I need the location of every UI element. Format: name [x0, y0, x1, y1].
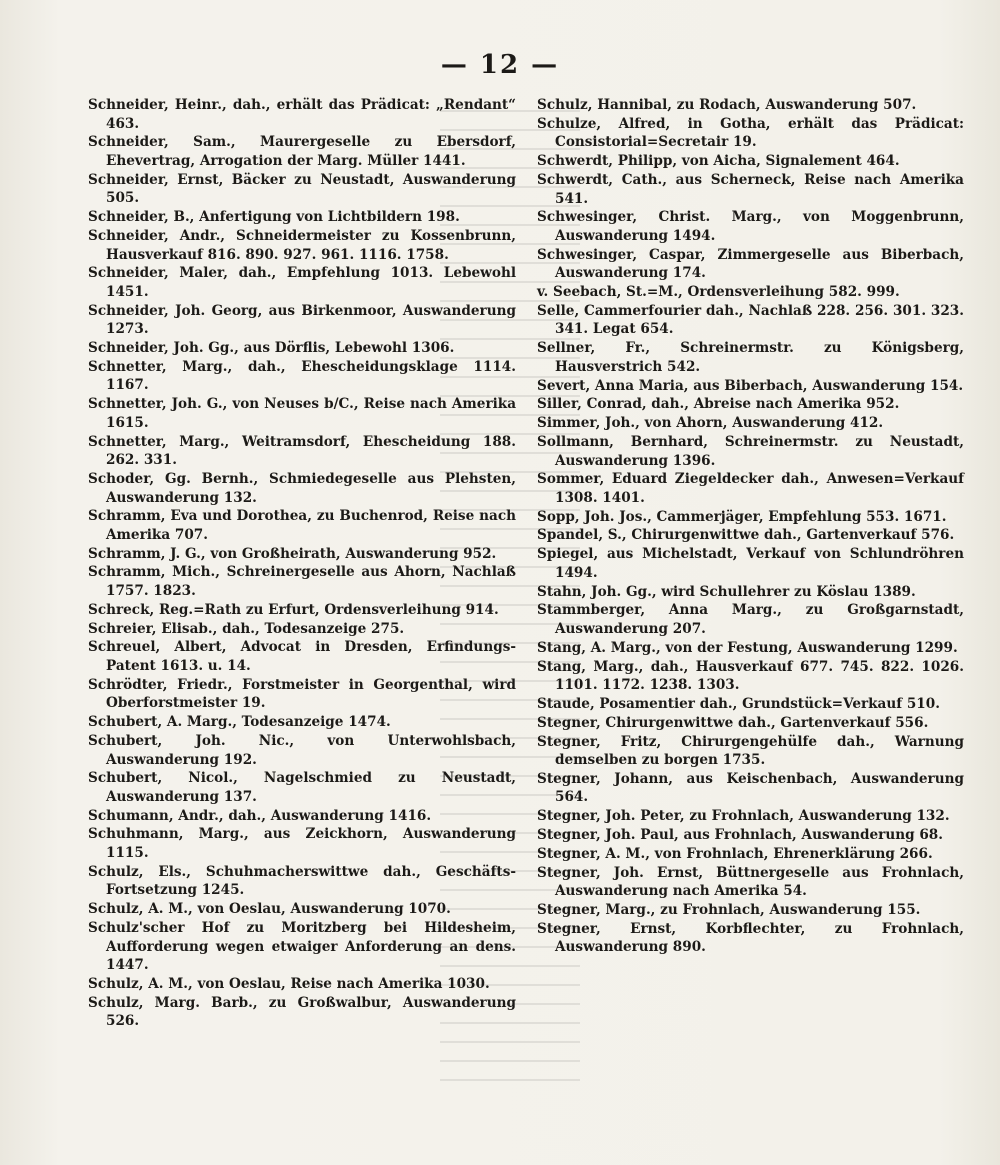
index-entry: Stammberger, Anna Marg., zu Großgarnstadt, Auswanderung 207. [537, 602, 964, 637]
index-entry: Staude, Posamentier dah., Grundstück=Verkauf 510. [537, 695, 940, 712]
index-entry: Schreier, Elisab., dah., Todesanzeige 275. [88, 620, 405, 637]
index-entry: Schneider, Andr., Schneidermeister zu Kossenbrunn, Hausverkauf 816. 890. 927. 961. 1116. 1758. [88, 227, 516, 263]
index-entry: Schrödter, Friedr., Forstmeister in Georgenthal, wird Oberforstmeister 19. [88, 676, 516, 712]
index-entry: Stegner, Joh. Ernst, Büttnergeselle aus Frohnlach, Auswanderung nach Amerika 54. [537, 864, 964, 900]
index-entry: Selle, Cammerfourier dah., Nachlaß 228. 256. 301. 323. 341. Legat 654. [537, 302, 964, 338]
index-entry: Schreck, Reg.=Rath zu Erfurt, Ordensverleihung 914. [88, 601, 499, 618]
index-entry: Stegner, Joh. Peter, zu Frohnlach, Auswanderung 132. [537, 808, 950, 825]
index-entry: Spandel, S., Chirurgenwittwe dah., Gartenverkauf 576. [537, 527, 955, 544]
index-entry: Sopp, Joh. Jos., Cammerjäger, Empfehlung 553. 1671. [537, 508, 947, 525]
index-entry: Sellner, Fr., Schreinermstr. zu Königsberg, Hausverstrich 542. [537, 340, 964, 375]
index-entry: Schulze, Alfred, in Gotha, erhält das Prädicat: Consistorial=Secretair 19. [537, 115, 964, 151]
index-entry: Schoder, Gg. Bernh., Schmiedegeselle aus Plehsten, Auswanderung 132. [88, 470, 516, 506]
index-entry: Schwerdt, Philipp, von Aicha, Signalement 464. [537, 153, 900, 170]
index-entry: Schnetter, Marg., dah., Ehescheidungsklage 1114. 1167. [88, 358, 516, 394]
index-entry: Stegner, Ernst, Korbflechter, zu Frohnlach, Auswanderung 890. [537, 920, 964, 956]
index-entry: Stang, A. Marg., von der Festung, Auswanderung 1299. [537, 639, 958, 656]
index-entry: Schubert, Nicol., Nagelschmied zu Neustadt, Auswanderung 137. [88, 770, 516, 805]
index-entry: Stegner, A. M., von Frohnlach, Ehrenerklärung 266. [537, 845, 933, 862]
index-entry: Schwesinger, Christ. Marg., von Moggenbrunn, Auswanderung 1494. [537, 209, 964, 244]
page-number: — 12 — [440, 50, 560, 80]
index-entry: Schuhmann, Marg., aus Zeickhorn, Auswanderung 1115. [88, 826, 516, 862]
index-entry: Schumann, Andr., dah., Auswanderung 1416. [88, 807, 432, 824]
index-entry: Spiegel, aus Michelstadt, Verkauf von Schlundröhren 1494. [537, 546, 964, 581]
index-entry: Stang, Marg., dah., Hausverkauf 677. 745. 822. 1026. 1101. 1172. 1238. 1303. [537, 658, 964, 694]
index-entry: Stahn, Joh. Gg., wird Schullehrer zu Köslau 1389. [537, 583, 916, 600]
index-entry: Schramm, Eva und Dorothea, zu Buchenrod, Reise nach Amerika 707. [88, 508, 516, 543]
index-entry: Schramm, Mich., Schreinergeselle aus Ahorn, Nachlaß 1757. 1823. [88, 564, 516, 600]
index-entry: Schneider, Maler, dah., Empfehlung 1013. Lebewohl 1451. [88, 265, 516, 300]
index-entry: Schneider, Joh. Georg, aus Birkenmoor, Auswanderung 1273. [88, 302, 516, 338]
index-entry: Schulz'scher Hof zu Moritzberg bei Hildesheim, Aufforderung wegen etwaiger Anforderung an dens. 1447. [88, 920, 516, 974]
index-entry: Schnetter, Joh. G., von Neuses b/C., Reise nach Amerika 1615. [88, 396, 516, 431]
index-entry: Schwerdt, Cath., aus Scherneck, Reise nach Amerika 541. [537, 171, 964, 207]
index-entry: Stegner, Chirurgenwittwe dah., Gartenverkauf 556. [537, 714, 929, 731]
index-entry: Schreuel, Albert, Advocat in Dresden, Erfindungs-Patent 1613. u. 14. [88, 639, 516, 674]
index-entry: Schulz, A. M., von Oeslau, Reise nach Amerika 1030. [88, 975, 490, 992]
index-entry: Stegner, Marg., zu Frohnlach, Auswanderung 155. [537, 901, 921, 918]
index-entry: Schneider, Sam., Maurergeselle zu Ebersdorf, Ehevertrag, Arrogation der Marg. Müller 1441. [88, 134, 516, 169]
index-entry: Sommer, Eduard Ziegeldecker dah., Anwesen=Verkauf 1308. 1401. [537, 471, 964, 506]
index-entry: Schubert, Joh. Nic., von Unterwohlsbach, Auswanderung 192. [88, 732, 516, 768]
index-entry: Schneider, Joh. Gg., aus Dörflis, Lebewohl 1306. [88, 340, 455, 357]
index-entry: Schulz, A. M., von Oeslau, Auswanderung 1070. [88, 901, 451, 918]
index-entry: Stegner, Fritz, Chirurgengehülfe dah., Warnung demselben zu borgen 1735. [537, 733, 964, 769]
index-entry: Stegner, Joh. Paul, aus Frohnlach, Auswanderung 68. [537, 827, 943, 844]
index-entry: Schwesinger, Caspar, Zimmergeselle aus Biberbach, Auswanderung 174. [537, 246, 964, 282]
index-column-left [88, 96, 516, 1031]
index-entry: Schulz, Marg. Barb., zu Großwalbur, Auswanderung 526. [88, 994, 516, 1030]
index-entry: Schneider, Heinr., dah., erhält das Prädicat: „Rendant“ 463. [88, 97, 516, 132]
index-entry: Schramm, J. G., von Großheirath, Auswanderung 952. [88, 545, 497, 562]
index-entry: Sollmann, Bernhard, Schreinermstr. zu Neustadt, Auswanderung 1396. [537, 433, 964, 469]
index-entry: Schulz, Els., Schuhmacherswittwe dah., Geschäfts-Fortsetzung 1245. [88, 863, 516, 899]
index-entry: Stegner, Johann, aus Keischenbach, Auswanderung 564. [537, 770, 964, 806]
index-entry: Severt, Anna Maria, aus Biberbach, Auswanderung 154. [537, 377, 964, 394]
index-entry: Schubert, A. Marg., Todesanzeige 1474. [88, 714, 391, 731]
index-entry: v. Seebach, St.=M., Ordensverleihung 582. 999. [537, 284, 900, 301]
index-entry: Schneider, B., Anfertigung von Lichtbildern 198. [88, 209, 460, 226]
index-entry: Schnetter, Marg., Weitramsdorf, Ehescheidung 188. 262. 331. [88, 433, 516, 469]
index-entry: Schulz, Hannibal, zu Rodach, Auswanderung 507. [537, 97, 917, 113]
index-entry: Siller, Conrad, dah., Abreise nach Amerika 952. [537, 396, 900, 413]
index-column-right [537, 96, 964, 957]
index-entry: Simmer, Joh., von Ahorn, Auswanderung 412. [537, 415, 884, 432]
index-entry: Schneider, Ernst, Bäcker zu Neustadt, Auswanderung 505. [88, 171, 516, 207]
